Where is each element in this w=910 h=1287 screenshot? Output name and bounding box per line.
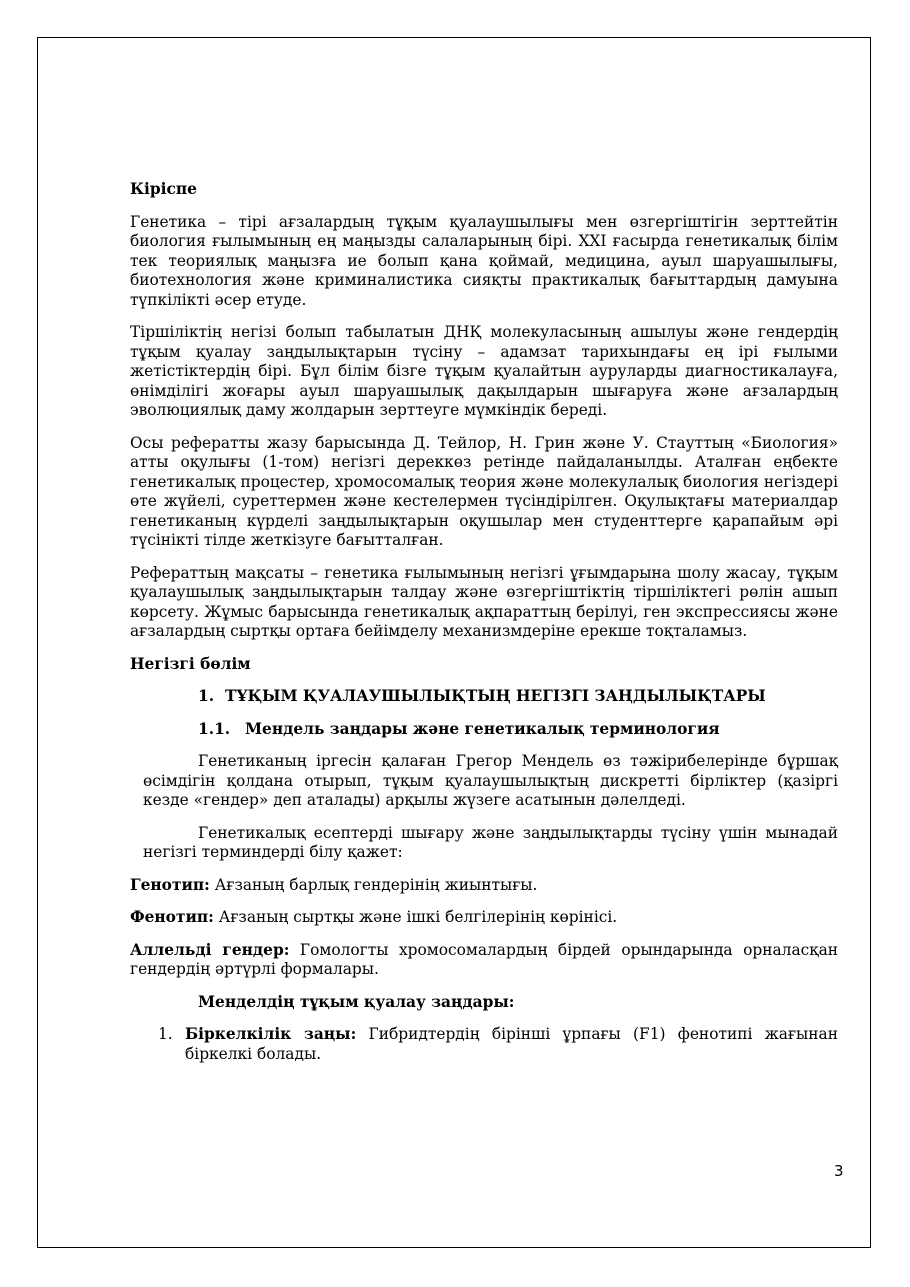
section-1-heading: [130, 687, 838, 707]
list-item-text: Гибридтердің бірінші ұрпағы (F1) фенотипі жағынан біркелкі болады.: [185, 1025, 838, 1063]
intro-paragraph-3: Осы рефератты жазу барысында Д. Тейлор, Н. Грин және У. Стауттың «Биология» атты оқулығы (1-том) негізгі дереккөз ретінде пайдаланылды. Аталған еңбекте генетикалық процестер, хромосомалық теория және молекулалық биология негіздері өте жүйелі, суреттермен және кестелермен түсіндірілген. Оқулықтағы материалдар генетиканың күрделі заңдылықтарын оқушылар мен студенттерге қарапайым әрі түсінікті тілде жеткізуге бағытталған.: [130, 433, 838, 549]
term-label: Аллельді гендер:: [130, 940, 290, 959]
section-1-1-number: 1.1.: [198, 719, 231, 738]
document-body: [130, 180, 838, 1064]
list-item-number: 1.: [158, 1025, 173, 1043]
list-item-title: Біркелкілік заңы:: [185, 1025, 357, 1043]
term-definition: Ағзаның сыртқы және ішкі белгілерінің көрінісі.: [213, 908, 618, 926]
term-phenotype: [130, 908, 838, 928]
page-number: 3: [834, 1162, 844, 1180]
term-genotype: [130, 876, 838, 896]
mendel-laws-heading: Менделдің тұқым қуалау заңдары:: [198, 992, 515, 1011]
intro-paragraph-1: Генетика – тірі ағзалардың тұқым қуалаушылығы мен өзгергіштігін зерттейтін биология ғылымының ең маңызды салаларының бірі. XXI ғасырда генетикалық білім тек теориялық маңызға ие болып қана қоймай, медицина, ауыл шаруашылығы, биотехнология және криминалистика сияқты практикалық бағыттардың дамуына түпкілікті әсер етуде.: [130, 212, 838, 309]
section-1-1-title: Мендель заңдары және генетикалық терминология: [245, 719, 720, 738]
mendel-paragraph: Генетиканың іргесін қалаған Грегор Мендель өз тәжірибелерінде бұршақ өсімдігін қолдана отырып, тұқым қуалаушылықтың дискретті бірліктер (қазіргі кезде «гендер» деп аталады) арқылы жүзеге асатынын дәлелдеді.: [143, 752, 838, 809]
term-allelic-genes: [130, 941, 838, 980]
term-definition: Гомологты хромосомалардың бірдей орындарында орналасқан гендердің әртүрлі формалары.: [130, 940, 838, 978]
intro-paragraph-2: Тіршіліктің негізі болып табылатын ДНҚ молекуласының ашылуы және гендердің тұқым қуалау заңдылықтарын түсіну – адамзат тарихындағы ең ірі ғылыми жетістіктердің бірі. Бұл білім бізге тұқым қуалайтын ауруларды диагностикалауға, өнімділігі жоғары ауыл шаруашылық дақылдарын шығаруға және ағзалардың эволюциялық даму жолдарын зерттеуге мүмкіндік береді.: [130, 323, 838, 419]
section-1-number: 1.: [198, 687, 215, 705]
terms-intro-paragraph: Генетикалық есептерді шығару және заңдылықтарды түсіну үшін мынадай негізгі терминдерді білу қажет:: [143, 823, 838, 861]
term-label: Фенотип:: [130, 908, 214, 926]
term-definition: Ағзаның барлық гендерінің жиынтығы.: [209, 875, 538, 894]
main-part-heading: Негізгі бөлім: [130, 654, 251, 673]
section-1-title: ТҰҚЫМ ҚУАЛАУШЫЛЫҚТЫҢ НЕГІЗГІ ЗАҢДЫЛЫҚТАРЫ: [225, 687, 766, 705]
intro-heading: Кіріспе: [130, 180, 197, 198]
section-1-1-heading: [130, 720, 838, 740]
term-label: Генотип:: [130, 875, 210, 894]
list-item: [130, 1025, 838, 1064]
intro-paragraph-4: Рефераттың мақсаты – генетика ғылымының негізгі ұғымдарына шолу жасау, тұқым қуалаушылық заңдылықтарын талдау және өзгергіштіктің тіршіліктегі рөлін ашып көрсету. Жұмыс барысында генетикалық ақпараттың берілуі, ген экспрессиясы және ағзалардың сыртқы ортаға бейімделу механизмдеріне ерекше тоқталамыз.: [130, 563, 838, 640]
